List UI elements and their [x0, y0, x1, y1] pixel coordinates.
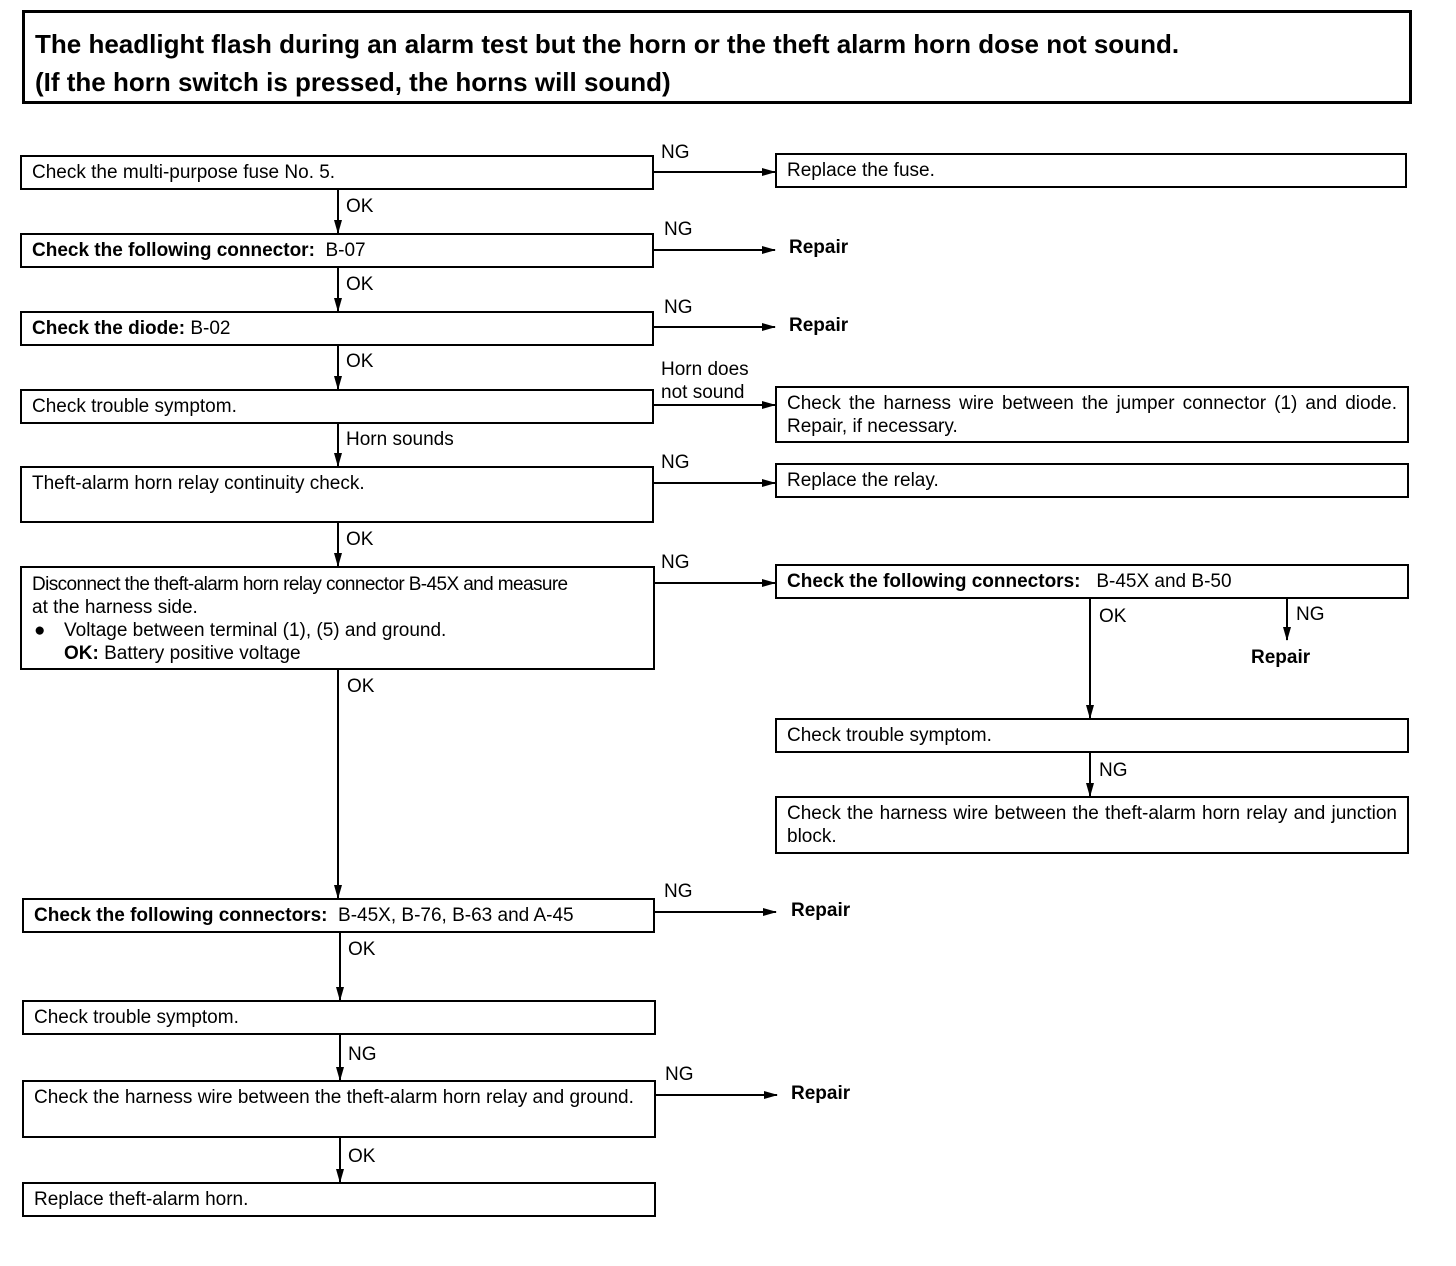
- result-check-connectors-heading: Check the following connectors:: [787, 571, 1081, 592]
- step-check-connectors-b45x-codes: B-45X, B-76, B-63 and A-45: [338, 905, 574, 926]
- step-check-connector-b07-code: B-07: [325, 240, 366, 261]
- step-disconnect-ok-line: [32, 642, 643, 665]
- step-replace-horn: [22, 1182, 656, 1217]
- label-ng-3: NG: [664, 297, 693, 318]
- step-check-diode-heading: Check the diode:: [32, 318, 186, 339]
- step-disconnect-relay-connector: [20, 566, 655, 670]
- label-ok-right: OK: [1099, 606, 1127, 627]
- title-line-2: (If the horn switch is pressed, the horns will sound): [35, 67, 671, 97]
- label-horn-not-1: Horn does: [661, 359, 749, 380]
- result-replace-fuse-text: Replace the fuse.: [787, 160, 935, 181]
- label-ng-5: NG: [661, 452, 690, 473]
- label-ok-9: OK: [348, 1146, 376, 1167]
- label-ok-5: OK: [346, 529, 374, 550]
- step-relay-continuity: [20, 466, 654, 523]
- step-check-symptom-1: [20, 389, 654, 424]
- step-check-connectors-b45x-heading: Check the following connectors:: [34, 905, 328, 926]
- result-check-harness-junction: [775, 796, 1409, 854]
- step-check-symptom-2-text: Check trouble symptom.: [34, 1007, 239, 1028]
- label-ng-8: NG: [665, 1064, 694, 1085]
- result-repair-b07: Repair: [789, 237, 849, 258]
- label-ok-2: OK: [346, 274, 374, 295]
- label-ng-7: NG: [664, 881, 693, 902]
- result-check-connectors-codes: B-45X and B-50: [1096, 571, 1232, 592]
- result-replace-fuse: [775, 153, 1407, 188]
- step-relay-continuity-text: Theft-alarm horn relay continuity check.: [32, 473, 365, 494]
- result-check-symptom-text: Check trouble symptom.: [787, 725, 992, 746]
- step-check-diode: [20, 311, 654, 346]
- result-check-harness-junction-text: Check the harness wire between the theft-alarm horn relay and junction block.: [787, 803, 1397, 847]
- label-ng-6: NG: [661, 552, 690, 573]
- label-ok-3: OK: [346, 351, 374, 372]
- step-check-symptom-1-text: Check trouble symptom.: [32, 396, 237, 417]
- label-ng-main-8: NG: [348, 1044, 377, 1065]
- step-check-connector-b07: [20, 233, 654, 268]
- step-check-fuse-text: Check the multi-purpose fuse No. 5.: [32, 162, 336, 183]
- step-check-symptom-2: [22, 1000, 656, 1035]
- label-ng-1: NG: [661, 142, 690, 163]
- label-horn-not-2: not sound: [661, 382, 745, 403]
- label-ng-right-1: NG: [1296, 604, 1325, 625]
- step-check-harness-ground-text: Check the harness wire between the theft-alarm horn relay and ground.: [34, 1087, 634, 1108]
- label-horn-sounds: Horn sounds: [346, 429, 454, 450]
- result-repair-connectors: Repair: [791, 900, 851, 921]
- title-line-1: The headlight flash during an alarm test but the horn or the theft alarm horn dose not sound.: [35, 29, 1180, 59]
- step-disconnect-line-2: at the harness side.: [32, 597, 198, 618]
- step-check-connector-b07-heading: Check the following connector:: [32, 240, 315, 261]
- bullet-icon: ●: [34, 620, 46, 641]
- step-check-connectors-b45x: [22, 898, 655, 933]
- step-disconnect-bullet: [32, 619, 643, 642]
- label-ok-1: OK: [346, 196, 374, 217]
- step-check-diode-code: B-02: [190, 318, 231, 339]
- label-ok-6: OK: [347, 676, 375, 697]
- result-repair-diode: Repair: [789, 315, 849, 336]
- result-replace-relay-text: Replace the relay.: [787, 470, 939, 491]
- label-ng-2: NG: [664, 219, 693, 240]
- result-check-connectors-b45x-b50: [775, 564, 1409, 599]
- step-disconnect-line-1: Disconnect the theft-alarm horn relay connector B-45X and measure: [32, 574, 568, 595]
- step-check-fuse: [20, 155, 654, 190]
- step-disconnect-ok-label: OK:: [64, 643, 99, 664]
- step-check-harness-ground: [22, 1080, 656, 1138]
- result-check-harness-jumper: [775, 386, 1409, 443]
- step-disconnect-line-3: Voltage between terminal (1), (5) and ground.: [64, 620, 447, 641]
- result-replace-relay: [775, 463, 1409, 498]
- step-replace-horn-text: Replace theft-alarm horn.: [34, 1189, 249, 1210]
- result-repair-b45x-b50: Repair: [1251, 647, 1311, 668]
- label-ng-right-2: NG: [1099, 760, 1128, 781]
- result-repair-harness-ground: Repair: [791, 1083, 851, 1104]
- step-disconnect-ok-value: Battery positive voltage: [104, 643, 301, 664]
- result-check-harness-jumper-text: Check the harness wire between the jumper connector (1) and diode. Repair, if necessary.: [787, 393, 1397, 437]
- result-check-symptom: [775, 718, 1409, 753]
- label-ok-7: OK: [348, 939, 376, 960]
